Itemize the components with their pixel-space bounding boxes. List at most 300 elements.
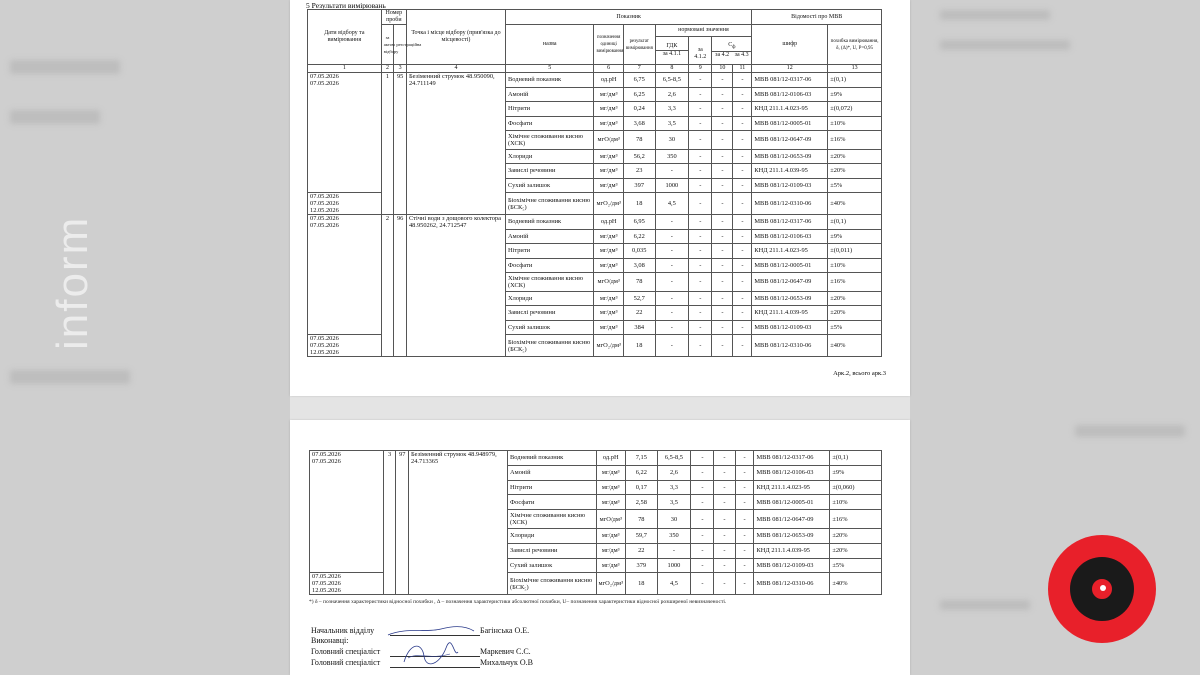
header-412: за 4.1.2: [694, 47, 707, 60]
norm-43: -: [733, 87, 752, 102]
norm-43: -: [733, 149, 752, 164]
method-code: КНД 211.1.4.039-95: [754, 543, 830, 558]
unit: мг/дм³: [596, 465, 625, 480]
norm-411: 3,5: [655, 116, 689, 131]
norm-412: -: [689, 215, 712, 230]
indicator-name: Водневий показник: [508, 451, 596, 466]
norm-42: -: [714, 465, 735, 480]
method-code: МВВ 081/12-0647-09: [754, 510, 830, 529]
result: 52,7: [623, 291, 655, 306]
head-title: Начальник відділу: [311, 626, 375, 635]
unit: мг/дм³: [594, 320, 623, 335]
norm-412: -: [689, 306, 712, 321]
norm-411: -: [655, 335, 689, 357]
norm-411: 3,5: [657, 495, 691, 510]
result: 6,22: [623, 229, 655, 244]
unit: мгО₂/дм³: [594, 193, 623, 215]
norm-411: 3,3: [657, 480, 691, 495]
norm-43: -: [733, 258, 752, 273]
unit: мг/дм³: [594, 149, 623, 164]
sample-dates: 07.05.2026 07.05.2026: [310, 451, 384, 573]
norm-43: -: [735, 465, 754, 480]
indicator-name: Біохімічне споживання кисню (БСК₅): [508, 573, 596, 595]
document-page-1: [290, 0, 910, 396]
result: 18: [626, 573, 658, 595]
error: ±9%: [828, 229, 882, 244]
sample-reg-number: 96: [394, 215, 407, 357]
norm-42: -: [714, 451, 735, 466]
norm-43: -: [735, 543, 754, 558]
result: 23: [623, 164, 655, 179]
method-code: МВВ 081/12-0653-09: [752, 149, 828, 164]
indicator-name: Хлориди: [505, 291, 593, 306]
document-page-2: [290, 420, 910, 675]
unit: од.pH: [594, 73, 623, 88]
norm-43: -: [735, 510, 754, 529]
method-code: МВВ 081/12-0005-01: [752, 116, 828, 131]
unit: мг/дм³: [594, 102, 623, 117]
norm-411: -: [655, 229, 689, 244]
unit: мг/дм³: [594, 87, 623, 102]
norm-411: 6,5-8,5: [657, 451, 691, 466]
unit: мг/дм³: [594, 306, 623, 321]
error: ±20%: [828, 149, 882, 164]
method-code: МВВ 081/12-0647-09: [752, 131, 828, 150]
indicator-name: Амоній: [508, 465, 596, 480]
norm-43: -: [733, 178, 752, 193]
blurred-text: [10, 110, 100, 124]
norm-42: -: [712, 306, 733, 321]
indicator-name: Водневий показник: [505, 73, 593, 88]
column-number: 11: [733, 65, 752, 73]
norm-43: -: [733, 73, 752, 88]
norm-43: -: [733, 320, 752, 335]
page-note: Арк.2, всього арк.3: [833, 370, 886, 377]
result: 2,58: [626, 495, 658, 510]
sample-dates-bsk: 07.05.2026 07.05.2026 12.05.2026: [310, 573, 384, 595]
method-code: КНД 211.1.4.039-95: [752, 306, 828, 321]
norm-42: -: [712, 193, 733, 215]
norm-43: -: [735, 451, 754, 466]
unit: мг/дм³: [596, 528, 625, 543]
spec1-title: Головний спеціаліст: [311, 647, 381, 656]
norm-412: -: [689, 87, 712, 102]
sample-reg-number: 95: [394, 73, 407, 215]
blurred-text: [10, 370, 130, 384]
norm-411: 1000: [657, 558, 691, 573]
norm-43: -: [733, 291, 752, 306]
indicator-name: Фосфати: [505, 258, 593, 273]
indicator-name: Біохімічне споживання кисню (БСК₅): [505, 193, 593, 215]
result: 0,035: [623, 244, 655, 259]
norm-412: -: [689, 335, 712, 357]
sample-dates-bsk: 07.05.2026 07.05.2026 12.05.2026: [308, 335, 382, 357]
sample-point: Безіменний струмок 48.950090, 24.711149: [406, 73, 505, 215]
method-code: МВВ 081/12-0106-03: [754, 465, 830, 480]
norm-411: 350: [657, 528, 691, 543]
unit: мг/дм³: [594, 244, 623, 259]
spec2-title: Головний спеціаліст: [311, 658, 381, 667]
method-code: МВВ 081/12-0109-03: [752, 320, 828, 335]
norm-411: 6,5-8,5: [655, 73, 689, 88]
result: 3,08: [623, 258, 655, 273]
method-code: МВВ 081/12-0653-09: [752, 291, 828, 306]
header-error: похибка вимірювання, δ, (Δ)*, U, P=0,95: [828, 25, 882, 65]
unit: од.pH: [594, 215, 623, 230]
indicator-name: Завислі речовини: [505, 164, 593, 179]
norm-412: -: [689, 244, 712, 259]
norm-412: -: [691, 573, 714, 595]
error: ±20%: [830, 528, 882, 543]
norm-43: -: [733, 131, 752, 150]
error: ±20%: [828, 164, 882, 179]
indicator-name: Фосфати: [505, 116, 593, 131]
norm-42: -: [712, 258, 733, 273]
unit: мг/дм³: [596, 543, 625, 558]
norm-412: -: [691, 465, 714, 480]
header-dates: Дати відбору та вимірювання: [308, 10, 382, 65]
result: 18: [623, 193, 655, 215]
performers-label: Виконавці:: [311, 636, 349, 645]
unit: мг/дм³: [594, 116, 623, 131]
indicator-name: Сухий залишок: [505, 178, 593, 193]
method-code: МВВ 081/12-0106-03: [752, 87, 828, 102]
norm-412: -: [691, 451, 714, 466]
result: 78: [623, 131, 655, 150]
column-number: 4: [406, 65, 505, 73]
norm-411: 4,5: [657, 573, 691, 595]
method-code: МВВ 081/12-0005-01: [752, 258, 828, 273]
error: ±16%: [828, 131, 882, 150]
result: 0,17: [626, 480, 658, 495]
norm-412: -: [689, 178, 712, 193]
indicator-name: Хлориди: [508, 528, 596, 543]
norm-42: -: [712, 178, 733, 193]
error: ±5%: [828, 178, 882, 193]
norm-412: -: [689, 73, 712, 88]
blurred-text: [940, 10, 1050, 20]
watermark-text: inform: [48, 215, 97, 350]
indicator-name: Хлориди: [505, 149, 593, 164]
norm-411: 30: [655, 131, 689, 150]
unit: мгО/дм³: [594, 131, 623, 150]
unit: мг/дм³: [594, 291, 623, 306]
column-number: 8: [655, 65, 689, 73]
result: 78: [623, 273, 655, 292]
norm-412: -: [691, 495, 714, 510]
unit: мг/дм³: [594, 229, 623, 244]
header-code: шифр: [752, 25, 828, 65]
header-sample-no: Номер проби: [381, 10, 406, 25]
column-number: 2: [381, 65, 394, 73]
header-indicator: Показник: [505, 10, 751, 25]
sample-number: 2: [381, 215, 394, 357]
result: 18: [623, 335, 655, 357]
header-sample-by-act: за актом відбору: [381, 25, 394, 65]
method-code: КНД 211.1.4.023-95: [754, 480, 830, 495]
norm-411: -: [655, 291, 689, 306]
header-result: результат вимірювання: [623, 25, 655, 65]
unit: мгО₂/дм³: [596, 573, 625, 595]
norm-411: -: [655, 306, 689, 321]
sample-number: 1: [381, 73, 394, 215]
indicator-name: Нітрити: [505, 244, 593, 259]
result: 7,15: [626, 451, 658, 466]
header-norms: нормовані значення: [655, 25, 752, 37]
indicator-name: Нітрити: [505, 102, 593, 117]
result: 397: [623, 178, 655, 193]
indicator-name: Хімічне споживання кисню (ХСК): [505, 273, 593, 292]
norm-42: -: [712, 335, 733, 357]
indicator-name: Хімічне споживання кисню (ХСК): [508, 510, 596, 529]
method-code: МВВ 081/12-0106-03: [752, 229, 828, 244]
result: 379: [626, 558, 658, 573]
result: 22: [623, 306, 655, 321]
sample-dates-bsk: 07.05.2026 07.05.2026 12.05.2026: [308, 193, 382, 215]
header-43: за 4.3: [734, 52, 749, 59]
footnote: *) δ – позначення характеристики відносної похибки , Δ – позначення характеристики абсолютної похибки, U– позначення характеристики відносної розширеної невизначеності.: [309, 599, 727, 605]
unit: мгО/дм³: [596, 510, 625, 529]
norm-42: -: [712, 116, 733, 131]
spec1-name: Маркевич С.С.: [480, 647, 531, 656]
column-number: 9: [689, 65, 712, 73]
norm-411: 2,6: [655, 87, 689, 102]
norm-411: -: [655, 258, 689, 273]
eye-logo-icon: [1048, 535, 1156, 643]
sample-dates: 07.05.2026 07.05.2026: [308, 215, 382, 335]
column-number: 3: [394, 65, 407, 73]
error: ±40%: [828, 193, 882, 215]
norm-43: -: [735, 558, 754, 573]
result: 78: [626, 510, 658, 529]
header-name: назва: [505, 25, 593, 65]
table-row: [308, 73, 882, 88]
method-code: МВВ 081/12-0317-06: [752, 215, 828, 230]
norm-42: -: [712, 215, 733, 230]
norm-42: -: [712, 131, 733, 150]
norm-412: -: [691, 510, 714, 529]
norm-411: 30: [657, 510, 691, 529]
norm-42: -: [712, 229, 733, 244]
unit: мгО₂/дм³: [594, 335, 623, 357]
indicator-name: Нітрити: [508, 480, 596, 495]
norm-43: -: [735, 480, 754, 495]
result: 59,7: [626, 528, 658, 543]
result: 6,75: [623, 73, 655, 88]
header-cf: C: [728, 41, 733, 48]
method-code: МВВ 081/12-0647-09: [752, 273, 828, 292]
norm-412: -: [691, 528, 714, 543]
method-code: МВВ 081/12-0310-06: [752, 335, 828, 357]
unit: мг/дм³: [594, 178, 623, 193]
unit: мг/дм³: [596, 480, 625, 495]
error: ±9%: [830, 465, 882, 480]
norm-42: -: [712, 149, 733, 164]
norm-412: -: [689, 258, 712, 273]
unit: од.pH: [596, 451, 625, 466]
method-code: КНД 211.1.4.023-95: [752, 102, 828, 117]
header-gdk: ГДК: [656, 43, 689, 51]
indicator-name: Завислі речовини: [508, 543, 596, 558]
result: 0,24: [623, 102, 655, 117]
norm-42: -: [712, 87, 733, 102]
column-number: 13: [828, 65, 882, 73]
norm-411: 1000: [655, 178, 689, 193]
header-411: за 4.1.1: [662, 51, 682, 57]
norm-412: -: [689, 229, 712, 244]
column-number: 12: [752, 65, 828, 73]
indicator-name: Сухий залишок: [508, 558, 596, 573]
method-code: КНД 211.1.4.023-95: [752, 244, 828, 259]
header-mvv: Відомості про МВВ: [752, 10, 882, 25]
header-cf-sub: ф: [732, 45, 736, 51]
result: 384: [623, 320, 655, 335]
section-title: 5 Результати вимірювань: [306, 1, 386, 10]
result: 6,25: [623, 87, 655, 102]
norm-411: -: [655, 320, 689, 335]
norm-412: -: [691, 558, 714, 573]
norm-42: -: [712, 73, 733, 88]
error: ±16%: [830, 510, 882, 529]
result: 3,68: [623, 116, 655, 131]
result: 22: [626, 543, 658, 558]
column-number: 1: [308, 65, 382, 73]
error: ±10%: [828, 258, 882, 273]
method-code: МВВ 081/12-0653-09: [754, 528, 830, 543]
table-row: [310, 451, 882, 466]
norm-412: -: [689, 116, 712, 131]
signature-head: [386, 623, 476, 639]
norm-411: -: [657, 543, 691, 558]
norm-43: -: [735, 528, 754, 543]
error: ±20%: [830, 543, 882, 558]
method-code: МВВ 081/12-0317-06: [752, 73, 828, 88]
norm-412: -: [689, 164, 712, 179]
column-number: 5: [505, 65, 593, 73]
indicator-name: Амоній: [505, 229, 593, 244]
table-row: [308, 215, 882, 230]
unit: мг/дм³: [596, 495, 625, 510]
method-code: МВВ 081/12-0109-03: [754, 558, 830, 573]
norm-42: -: [712, 102, 733, 117]
error: ±5%: [830, 558, 882, 573]
norm-412: -: [689, 273, 712, 292]
error: ±10%: [828, 116, 882, 131]
norm-412: -: [689, 149, 712, 164]
indicator-name: Біохімічне споживання кисню (БСК₅): [505, 335, 593, 357]
norm-411: -: [655, 215, 689, 230]
norm-412: -: [689, 291, 712, 306]
unit: мгО/дм³: [594, 273, 623, 292]
norm-411: -: [655, 244, 689, 259]
sample-point: Стічні води з дощового колектора 48.950262, 24.712547: [406, 215, 505, 357]
norm-411: -: [655, 164, 689, 179]
norm-42: -: [712, 164, 733, 179]
result: 6,22: [626, 465, 658, 480]
method-code: МВВ 081/12-0317-06: [754, 451, 830, 466]
norm-412: -: [691, 480, 714, 495]
norm-43: -: [733, 215, 752, 230]
results-table-1: [307, 9, 882, 357]
head-name: Багінська О.Е.: [480, 626, 530, 635]
unit: мг/дм³: [594, 258, 623, 273]
norm-42: -: [714, 543, 735, 558]
error: ±(0,072): [828, 102, 882, 117]
result: 6,95: [623, 215, 655, 230]
norm-43: -: [733, 273, 752, 292]
indicator-name: Сухий залишок: [505, 320, 593, 335]
norm-411: 350: [655, 149, 689, 164]
error: ±20%: [828, 291, 882, 306]
norm-43: -: [735, 573, 754, 595]
norm-43: -: [733, 244, 752, 259]
method-code: МВВ 081/12-0310-06: [754, 573, 830, 595]
spec2-name: Михальчук О.В: [480, 658, 533, 667]
sample-reg-number: 97: [396, 451, 409, 595]
error: ±10%: [830, 495, 882, 510]
column-number: 10: [712, 65, 733, 73]
norm-411: 2,6: [657, 465, 691, 480]
error: ±9%: [828, 87, 882, 102]
norm-43: -: [733, 306, 752, 321]
norm-42: -: [714, 480, 735, 495]
sample-point: Безіменний струмок 48.948979, 24.713365: [409, 451, 508, 595]
norm-411: -: [655, 273, 689, 292]
indicator-name: Амоній: [505, 87, 593, 102]
norm-43: -: [735, 495, 754, 510]
norm-412: -: [689, 131, 712, 150]
norm-42: -: [712, 291, 733, 306]
norm-412: -: [691, 543, 714, 558]
result: 56,2: [623, 149, 655, 164]
header-42: за 4.2: [715, 52, 730, 59]
blurred-text: [940, 40, 1070, 50]
header-point: Точка і місце відбору (прив'язка до місцевості): [406, 10, 505, 65]
method-code: КНД 211.1.4.039-95: [752, 164, 828, 179]
blurred-text: [940, 600, 1030, 610]
header-unit: позначення одиниці вимірювання: [594, 25, 623, 65]
indicator-name: Водневий показник: [505, 215, 593, 230]
method-code: МВВ 081/12-0005-01: [754, 495, 830, 510]
indicator-name: Фосфати: [508, 495, 596, 510]
error: ±20%: [828, 306, 882, 321]
method-code: МВВ 081/12-0310-06: [752, 193, 828, 215]
signature-line: [390, 667, 480, 668]
error: ±40%: [830, 573, 882, 595]
norm-43: -: [733, 193, 752, 215]
norm-411: 3,3: [655, 102, 689, 117]
norm-412: -: [689, 102, 712, 117]
error: ±40%: [828, 335, 882, 357]
norm-43: -: [733, 335, 752, 357]
norm-43: -: [733, 164, 752, 179]
norm-411: 4,5: [655, 193, 689, 215]
sample-number: 3: [383, 451, 396, 595]
norm-42: -: [714, 495, 735, 510]
norm-42: -: [714, 510, 735, 529]
sample-dates: 07.05.2026 07.05.2026: [308, 73, 382, 193]
error: ±16%: [828, 273, 882, 292]
norm-412: -: [689, 193, 712, 215]
header-sample-reg: реєстраційна: [394, 25, 407, 65]
error: ±(0,011): [828, 244, 882, 259]
indicator-name: Завислі речовини: [505, 306, 593, 321]
error: ±(0,060): [830, 480, 882, 495]
error: ±(0,1): [828, 73, 882, 88]
norm-42: -: [714, 528, 735, 543]
norm-43: -: [733, 102, 752, 117]
results-table-2: [309, 450, 882, 595]
